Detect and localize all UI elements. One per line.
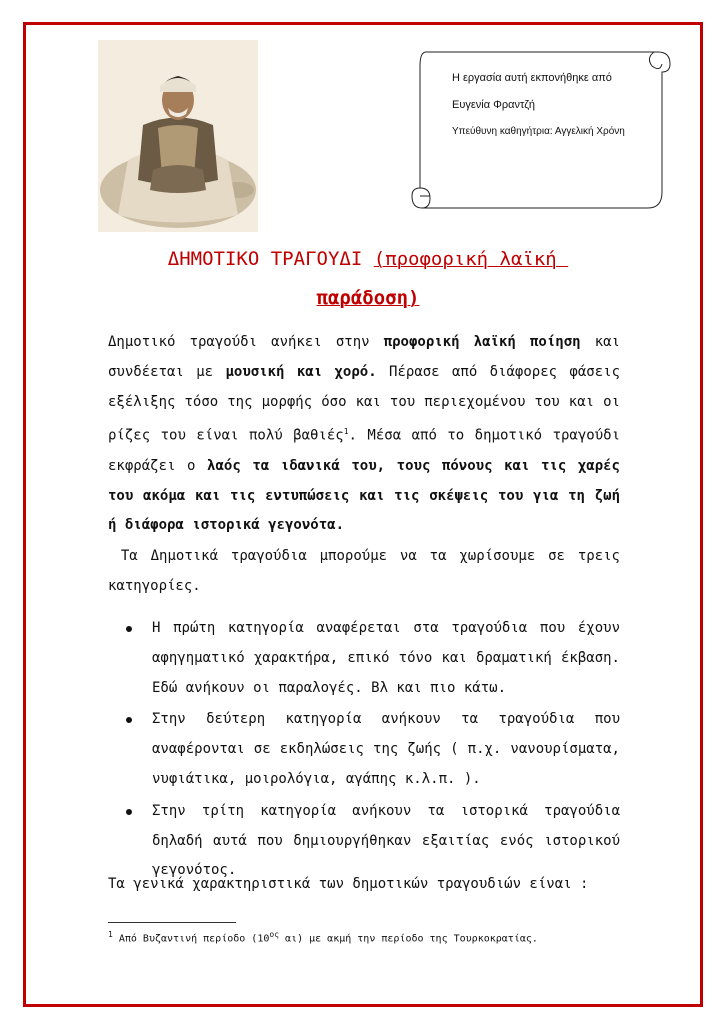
list-item: Στην τρίτη κατηγορία ανήκουν τα ιστορικά τραγούδια δηλαδή αυτά που δημιουργήθηκαν εξαιτίας ενός ιστορικού γεγονότος. xyxy=(152,797,620,886)
intro-text: Δημοτικό τραγούδι ανήκει στην xyxy=(108,334,384,350)
folk-portrait-image xyxy=(98,40,258,232)
intro-text: Πέρασε από διάφορες φάσεις εξέλιξης τόσο της μορφής όσο και του περιεχομένου του και οι ρίζες του είναι πολύ βαθιές xyxy=(108,363,621,445)
footnote-divider xyxy=(108,922,236,923)
supervisor-line: Υπεύθυνη καθηγήτρια: Αγγελική Χρόνη xyxy=(452,126,625,137)
footnote-text: Από Βυζαντινή περίοδο (10 xyxy=(112,933,270,945)
footnote xyxy=(108,930,538,944)
intro-bold: λαός τα ιδανικά του, τους πόνους και τις χαρές του ακόμα και τις εντυπώσεις και τις σκέψεις του για τη ζωή ή διάφορα ιστορικά γεγονότα. xyxy=(108,457,620,534)
credits-line: Η εργασία αυτή εκπονήθηκε από xyxy=(452,72,612,84)
categories-list xyxy=(108,614,620,888)
intro-bold: προφορική λαϊκή ποίηση xyxy=(383,334,581,350)
footnote-superscript: ος xyxy=(269,930,280,939)
footnote-reference[interactable]: 1 xyxy=(343,427,349,437)
title-sub-start: (προφορική λαϊκή xyxy=(373,248,557,270)
list-item: Στην δεύτερη κατηγορία ανήκουν τα τραγούδια που αναφέρονται σε εκδηλώσεις της ζωής ( π.χ. νανουρίσματα, νυφιάτικα, μοιρολόγια, αγάπης κ.λ.π. ). xyxy=(152,705,620,794)
intro-text: και συνδέεται με xyxy=(108,334,620,380)
title-main: ΔΗΜΟΤΙΚΟ ΤΡΑΓΟΥΔΙ xyxy=(167,248,363,270)
categories-intro xyxy=(108,542,620,602)
footnote-text: αι) με ακμή την περίοδο της Τουρκοκρατίας. xyxy=(279,933,538,945)
list-item: Η πρώτη κατηγορία αναφέρεται στα τραγούδια που έχουν αφηγηματικό χαρακτήρα, επικό τόνο και δραματική έκβαση. Εδώ ανήκουν οι παραλογές. Βλ και πιο κάτω. xyxy=(152,614,620,703)
title-sub-end: παράδοση) xyxy=(316,287,420,309)
categories-intro-text: Τα Δημοτικά τραγούδια μπορούμε να τα χωρίσουμε σε τρεις κατηγορίες. xyxy=(108,548,620,594)
author-name: Ευγενία Φραντζή xyxy=(452,99,535,111)
intro-text: . Μέσα από το δημοτικό τραγούδι εκφράζει ο xyxy=(108,428,621,474)
intro-bold: μουσική και χορό. xyxy=(225,363,377,380)
page-title-continued xyxy=(108,287,628,309)
intro-paragraph xyxy=(108,328,620,541)
credits-block xyxy=(452,72,625,152)
general-features-line: Τα γενικά χαρακτηριστικά των δημοτικών τραγουδιών είναι : xyxy=(108,876,589,892)
page-title xyxy=(108,248,628,270)
footnote-marker: 1 xyxy=(108,930,113,939)
